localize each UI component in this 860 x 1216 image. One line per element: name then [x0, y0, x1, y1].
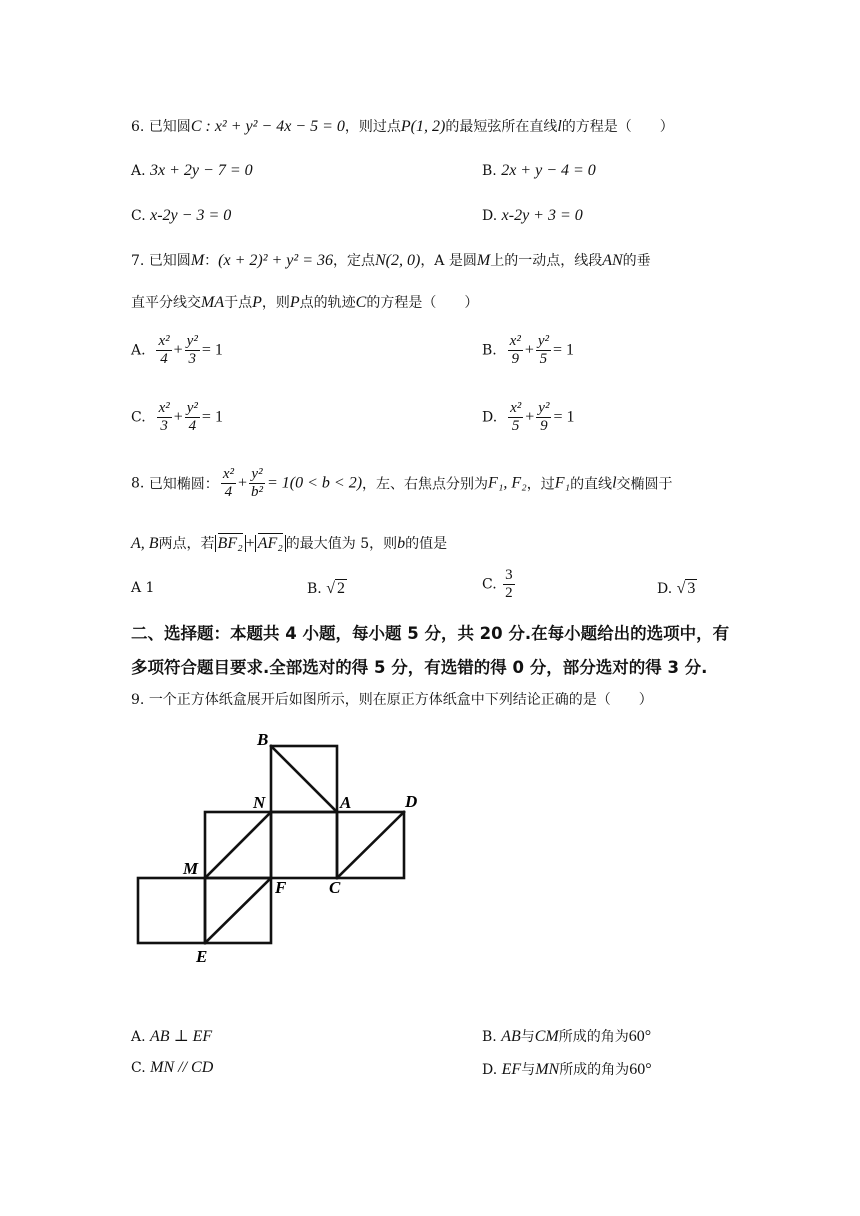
q8-option-d[interactable]: D. √ 3 [657, 580, 696, 597]
diagonal-NM [205, 812, 271, 878]
q8-option-c[interactable]: C. $\frac{3}{2}$ [482, 567, 513, 601]
label-N: N [253, 793, 266, 812]
diagonal-BA [271, 746, 337, 812]
q6-option-a[interactable]: A. 3x + 2y − 7 = 0 [131, 162, 253, 179]
label-M: M [183, 859, 199, 878]
q9-stem: 9. 一个正方体纸盒展开后如图所示，则在原正方体纸盒中下列结论正确的是（ ） [131, 692, 653, 708]
label-B: B [257, 730, 269, 749]
diagonal-DC [337, 812, 404, 878]
q8-stem-line1: 8. 已知椭圆： $\frac{\text{x²}}{4}$ + $\frac{\text{y²}}{\text{b²}}$ = 1(0 < b < 2)，左、右焦点分别为F₁, F₂，过F₁的直线l交椭圆于 [131, 466, 673, 500]
diagonal-FE [205, 878, 271, 943]
q9-option-c[interactable]: C. MN // CD [131, 1059, 214, 1076]
q9-option-d[interactable]: D. EF与MN所成的角为60° [482, 1061, 652, 1078]
q6-option-b[interactable]: B. 2x + y − 4 = 0 [482, 162, 596, 179]
q9-option-a[interactable]: A. AB ⊥ EF [131, 1028, 213, 1045]
label-E: E [196, 947, 208, 966]
q6-stem: 6. 已知圆C : x² + y² − 4x − 5 = 0，则过点P(1, 2)的最短弦所在直线l的方程是（ ） [131, 118, 674, 135]
q7-option-a[interactable]: A. $\frac{\text{x²}}{4}$ + $\frac{\text{y²}}{3}$ = 1 [131, 333, 223, 367]
q7-option-b[interactable]: B. $\frac{\text{x²}}{9}$ + $\frac{\text{y²}}{5}$ = 1 [482, 333, 575, 367]
q9-option-b[interactable]: B. AB与CM所成的角为60° [482, 1028, 652, 1045]
q6-option-d[interactable]: D. x-2y + 3 = 0 [482, 207, 583, 224]
section-2-heading-line2: 多项符合题目要求.全部选对的得 5 分，有选错的得 0 分，部分选对的得 3 分. [131, 658, 708, 677]
q8-stem-line2: A, B两点，若 BF₂ + AF₂ 的最大值为 5，则b的值是 [131, 535, 448, 552]
net-square-mid-2 [271, 812, 337, 878]
label-A: A [340, 793, 352, 812]
q8-option-a[interactable]: A 1 [131, 580, 155, 596]
label-C: C [329, 878, 341, 897]
q8-option-b[interactable]: B. √ 2 [307, 580, 345, 597]
label-D: D [405, 792, 418, 811]
q7-stem-line1: 7. 已知圆M：(x + 2)² + y² = 36，定点N(2, 0)，A 是圆M上的一动点，线段AN的垂 [131, 252, 651, 269]
q6-point: P(1, 2) [400, 118, 446, 135]
q7-option-d[interactable]: D. $\frac{\text{x²}}{5}$ + $\frac{\text{y²}}{9}$ = 1 [482, 400, 575, 434]
section-2-heading-line1: 二、选择题：本题共 4 小题，每小题 5 分，共 20 分.在每小题给出的选项中，有 [131, 624, 730, 643]
q7-circle-eq: (x + 2)² + y² = 36 [218, 252, 333, 269]
q7-option-c[interactable]: C. $\frac{\text{x²}}{3}$ + $\frac{\text{y²}}{4}$ = 1 [131, 400, 223, 434]
q6-option-c[interactable]: C. x-2y − 3 = 0 [131, 207, 232, 224]
q6-circle-eq: C : x² + y² − 4x − 5 = 0 [190, 118, 345, 135]
q7-stem-line2: 直平分线交MA于点P，则P点的轨迹C的方程是（ ） [131, 294, 479, 311]
label-F: F [275, 878, 287, 897]
net-square-bottom-1 [138, 878, 205, 943]
